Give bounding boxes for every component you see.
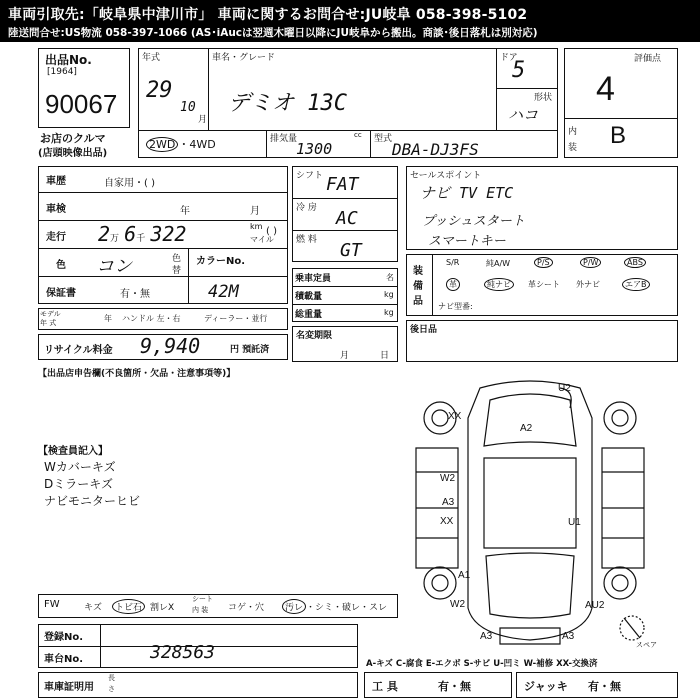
score-value: 4 xyxy=(596,70,615,108)
warranty-label: 保証書 xyxy=(46,288,76,299)
navi-model-label: ナビ型番: xyxy=(438,302,473,311)
name-change-month: 月 xyxy=(340,351,350,361)
year-month-unit: 月 xyxy=(198,115,208,125)
registration-label: 登録No. xyxy=(44,632,84,643)
mark-a3-rear-left: A3 xyxy=(480,631,493,642)
equip-airbag: エアB xyxy=(622,278,650,291)
door-value: 5 xyxy=(512,58,526,83)
fw-damage: ・シミ・破レ・スレ xyxy=(306,603,388,613)
displacement-unit: cc xyxy=(354,131,362,139)
weight-label: 総重量 xyxy=(295,310,323,320)
header-line-2: 陸送問合せ:US物流 058-397-1066 (AS･iAucは翌週木曜日以降にJU岐阜から搬出。商談･後日落札は別対応) xyxy=(8,27,538,39)
sales-point-3: スマートキー xyxy=(428,234,506,249)
shape-label: 形状 xyxy=(534,93,553,103)
mark-xx-front: XX xyxy=(448,411,462,422)
ac-value: AC xyxy=(336,208,358,229)
sales-points-label: セールスポイント xyxy=(410,171,482,181)
year-value: 29 xyxy=(146,78,173,103)
inspector-note-1: Wカバーキズ xyxy=(44,460,116,474)
dealer-type: ディーラー・並行 xyxy=(204,314,268,323)
mileage-value: 2万 6千 322 xyxy=(98,222,187,246)
equip-abs: ABS xyxy=(624,257,646,268)
tools-label: 工 具 xyxy=(372,680,398,693)
post-day-box xyxy=(406,320,678,362)
model-label: 型式 xyxy=(374,134,393,144)
jack-value: 有・無 xyxy=(588,680,621,693)
header-bar xyxy=(0,0,700,42)
equipment-label-2: 備 xyxy=(413,281,423,292)
chassis-value: 328563 xyxy=(150,642,216,663)
shop-note-2: (店頭映像出品) xyxy=(38,148,108,159)
mark-a2: A2 xyxy=(520,423,533,434)
mark-u1: U1 xyxy=(568,517,581,528)
sales-point-2: プッシュスタート xyxy=(422,214,525,229)
seller-note-label: 【出品店申告欄(不良箇所・欠品・注意事項等)】 xyxy=(38,369,236,379)
color-change-1: 色 xyxy=(172,254,182,264)
fuel-label: 燃 料 xyxy=(296,235,317,245)
shift-value: FAT xyxy=(326,174,359,195)
shape-value: ハコ xyxy=(508,106,539,124)
fw-crack: 割レX xyxy=(150,603,175,613)
equip-navi: 純ナビ xyxy=(484,278,514,291)
inspector-note-2: Dミラーキズ xyxy=(44,477,114,491)
mark-w2-rear: W2 xyxy=(450,599,465,610)
recycle-unit: 円 預託済 xyxy=(230,345,270,355)
recycle-label: リサイクル料金 xyxy=(44,345,113,356)
inspection-month: 月 xyxy=(250,206,260,217)
mark-xx-left: XX xyxy=(440,516,454,527)
mark-a3-left: A3 xyxy=(442,497,455,508)
displacement-value: 1300 xyxy=(296,140,333,158)
fw-burn: コゲ・穴 xyxy=(228,603,265,613)
equip-ps: P/S xyxy=(534,257,553,268)
load-label: 積載量 xyxy=(295,292,323,302)
damage-legend: A-キズ C-腐食 E-エクボ S-サビ U-凹ミ W-補修 XX-交換済 xyxy=(366,659,598,669)
equip-ext-navi: 外ナビ xyxy=(576,280,600,289)
load-unit: kg xyxy=(384,290,394,299)
garage-length-1: 長 xyxy=(108,674,115,682)
color-label: 色 xyxy=(56,260,66,271)
chassis-label: 車台No. xyxy=(44,654,84,665)
ac-label: 冷 房 xyxy=(296,203,317,213)
equipment-label-1: 装 xyxy=(413,266,423,277)
jack-label: ジャッキ xyxy=(524,680,568,693)
recycle-value: 9,940 xyxy=(140,334,201,358)
capacity-label: 乗車定員 xyxy=(295,274,332,284)
mileage-unit-km: km xyxy=(250,222,263,231)
model-year-label-2: 年 式 xyxy=(40,319,57,327)
fw-scratch: キズ xyxy=(84,603,102,613)
equipment-label-3: 品 xyxy=(413,296,423,307)
header-line-1: 車両引取先:「岐阜県中津川市」 車両に関するお問合せ:JU岐阜 058-398-5102 xyxy=(8,7,528,23)
name-change-day: 日 xyxy=(380,351,390,361)
colorno-value: 42M xyxy=(208,282,239,302)
car-name-label: 車名・グレード xyxy=(212,53,276,63)
lot-number: 90067 xyxy=(45,89,118,119)
equip-pw: P/W xyxy=(580,257,601,268)
drive-2wd: 2WD xyxy=(146,137,178,152)
year-label: 年式 xyxy=(142,53,161,63)
garage-length-2: さ xyxy=(108,685,115,693)
mileage-label: 走行 xyxy=(46,232,66,243)
tools-value: 有・無 xyxy=(438,680,471,693)
car-damage-diagram xyxy=(410,378,650,646)
displacement-label: 排気量 xyxy=(270,134,298,144)
fuel-value: GT xyxy=(340,240,362,261)
mark-a1: A1 xyxy=(458,570,471,581)
model-year-year: 年 xyxy=(104,314,112,323)
garage-label: 車庫証明用 xyxy=(44,682,94,693)
handle-side: ハンドル 左・右 xyxy=(122,314,181,323)
color-change-2: 替 xyxy=(172,266,182,276)
inspector-note-3: ナビモニターヒビ xyxy=(44,494,141,508)
post-day-label: 後日品 xyxy=(410,325,438,335)
warranty-value: 有・無 xyxy=(120,289,150,300)
equip-leather-seat: 革シート xyxy=(528,280,560,289)
mark-au2: AU2 xyxy=(585,600,605,611)
mark-w2-left: W2 xyxy=(440,473,455,484)
score-label: 評価点 xyxy=(634,54,662,64)
mileage-paren: ( ) xyxy=(266,226,277,237)
history-label: 車歴 xyxy=(46,176,66,187)
history-value: 自家用・( ) xyxy=(104,178,155,189)
color-value: コン xyxy=(96,256,132,277)
shop-note-1: お店のクルマ xyxy=(40,132,106,145)
fw-label: FW xyxy=(44,599,60,610)
colorno-label: カラーNo. xyxy=(196,256,246,267)
capacity-unit: 名 xyxy=(386,273,394,282)
drive-4wd: 4WD xyxy=(189,138,216,151)
name-change-label: 名変期限 xyxy=(296,331,333,341)
lot-label: 出品No. xyxy=(45,53,92,67)
model-year-label-1: モデル xyxy=(40,310,61,318)
door-label: ドア xyxy=(500,53,518,63)
fw-interior-label: 内 装 xyxy=(192,606,209,614)
equip-sr: S/R xyxy=(446,258,460,267)
sales-point-1: ナビ TV ETC xyxy=(420,184,514,202)
inspection-year: 年 xyxy=(180,206,190,217)
interior-label-2: 装 xyxy=(568,143,578,153)
fw-seat-label: シート xyxy=(192,595,213,603)
shift-label: シフト xyxy=(296,171,324,181)
interior-value: B xyxy=(610,122,627,149)
mark-spare: スペア xyxy=(636,641,657,649)
mileage-unit-mile: マイル xyxy=(250,235,274,244)
drive-type: 2WD ・4WD xyxy=(146,136,216,152)
year-month: 10 xyxy=(180,100,196,115)
fw-stain: 汚レ xyxy=(282,599,306,614)
lot-box xyxy=(38,48,130,128)
model-value: DBA-DJ3FS xyxy=(392,140,479,159)
inspection-label: 車検 xyxy=(46,204,66,215)
equip-leather: 革 xyxy=(446,278,460,291)
fw-chip: トビ石 xyxy=(112,599,145,614)
interior-label-1: 内 xyxy=(568,127,578,137)
mark-a3-rear-right: A3 xyxy=(562,631,575,642)
lot-small-no: [1964] xyxy=(47,67,77,77)
equip-aw: 純A/W xyxy=(486,259,511,268)
mark-u2: U2 xyxy=(558,383,571,394)
car-name-value: デミオ 13C xyxy=(228,91,347,116)
inspector-label: 【検査員記入】 xyxy=(38,446,108,457)
weight-unit: kg xyxy=(384,308,394,317)
